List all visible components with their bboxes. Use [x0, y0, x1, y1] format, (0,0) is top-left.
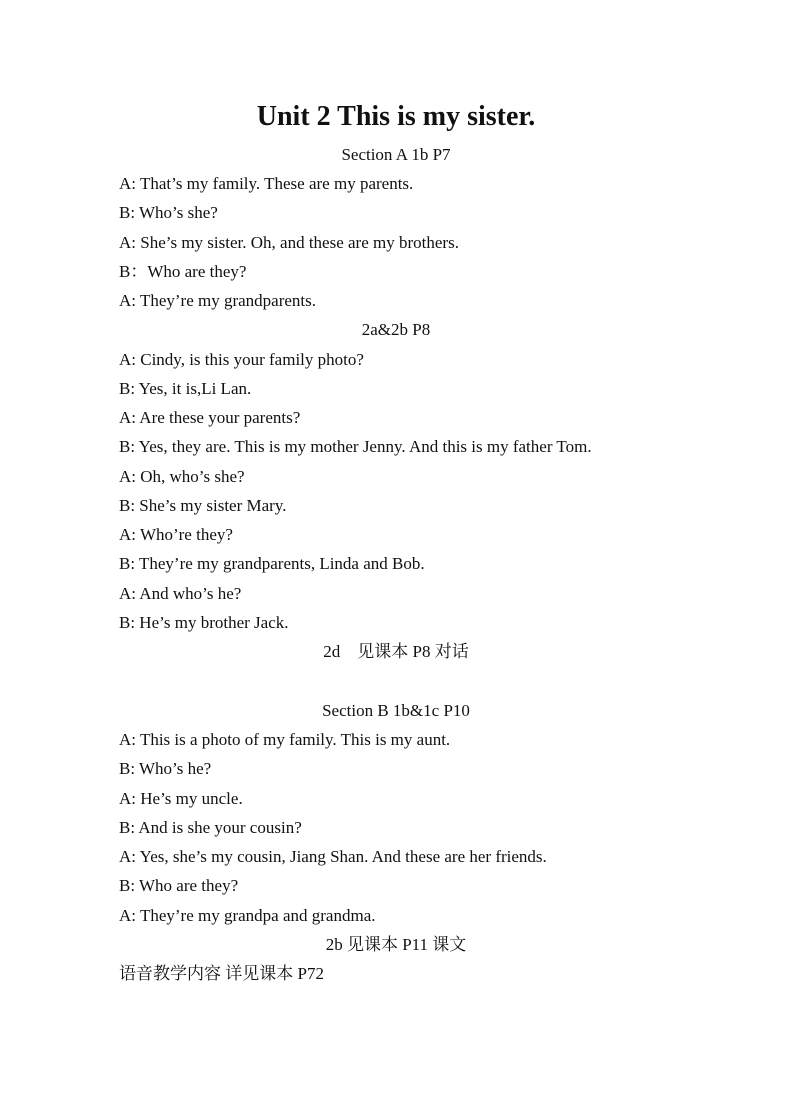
dialogue-line: B: She’s my sister Mary. [119, 496, 287, 515]
dialogue-line: B: He’s my brother Jack. [119, 613, 289, 632]
dialogue-line: A: And who’s he? [119, 584, 242, 603]
pronunciation-note: 语音教学内容 详见课本 P72 [119, 964, 324, 983]
dialogue-line: A: They’re my grandpa and grandma. [119, 906, 376, 925]
dialogue-line: B: They’re my grandparents, Linda and Bob. [119, 554, 425, 573]
dialogue-line: B: Who’s he? [119, 759, 212, 778]
dialogue-line: B: And is she your cousin? [119, 818, 302, 837]
dialogue-line: A: Yes, she’s my cousin, Jiang Shan. And these are her friends. [119, 847, 547, 866]
dialogue-line: B: Who are they? [119, 876, 239, 895]
dialogue-line: A: Oh, who’s she? [119, 467, 245, 486]
section-heading-a-2d: 2d 见课本 P8 对话 [323, 642, 469, 661]
dialogue-line: B: Yes, they are. This is my mother Jenny. And this is my father Tom. [119, 437, 592, 456]
dialogue-line: B：Who are they? [119, 262, 247, 281]
dialogue-line: B: Who’s she? [119, 203, 218, 222]
dialogue-line: A: That’s my family. These are my parents. [119, 174, 414, 193]
dialogue-line: A: Cindy, is this your family photo? [119, 350, 364, 369]
dialogue-line: A: He’s my uncle. [119, 789, 243, 808]
page-title: Unit 2 This is my sister. [256, 101, 536, 132]
section-heading-b-2b: 2b 见课本 P11 课文 [325, 935, 467, 954]
dialogue-line: A: They’re my grandparents. [119, 291, 317, 310]
dialogue-line: A: Who’re they? [119, 525, 233, 544]
section-heading-a-1b: Section A 1b P7 [341, 145, 451, 164]
dialogue-line: A: She’s my sister. Oh, and these are my brothers. [119, 233, 459, 252]
dialogue-line: B: Yes, it is,Li Lan. [119, 379, 252, 398]
dialogue-line: A: This is a photo of my family. This is my aunt. [119, 730, 451, 749]
section-heading-b-1b1c: Section B 1b&1c P10 [322, 701, 470, 720]
section-heading-a-2a2b: 2a&2b P8 [361, 320, 431, 339]
dialogue-line: A: Are these your parents? [119, 408, 301, 427]
